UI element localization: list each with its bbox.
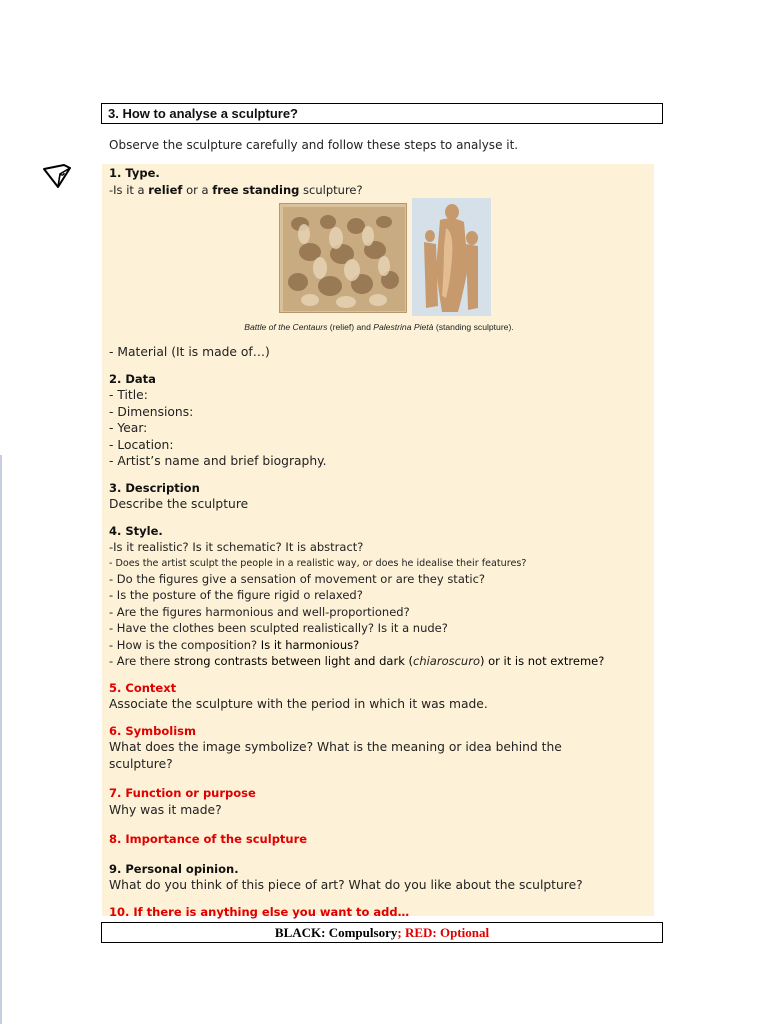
step-function (109, 785, 654, 818)
page-edge-line (0, 455, 2, 1024)
material-line: - Material (It is made of…) (109, 345, 270, 359)
term-relief: relief (148, 182, 183, 197)
palestrina-pieta-image (412, 198, 491, 316)
data-line-artist: - Artist’s name and brief biography. (109, 454, 327, 468)
data-line-year: - Year: (109, 421, 148, 435)
data-line-dimensions: - Dimensions: (109, 404, 194, 419)
text-fragment: ) or it is not extreme? (479, 654, 605, 668)
step-description-text: Describe the sculpture (109, 497, 249, 511)
text-fragment: - How is the composition? (109, 637, 261, 652)
sculpture-figure (109, 198, 649, 344)
pencil-note-icon (42, 163, 72, 189)
step-style-heading: 4. Style. (109, 523, 163, 538)
style-question: - Is the posture of the figure rigid o relaxed? (109, 588, 363, 602)
step-type (109, 165, 654, 198)
caption-title: Battle of the Centaurs (244, 322, 328, 332)
step-symbolism-text: What does the image symbolize? What is the meaning or idea behind the sculpture? (109, 740, 562, 771)
color-legend (101, 922, 663, 943)
data-line-location: - Location: (109, 437, 174, 452)
step-importance (109, 831, 654, 848)
step-description (109, 480, 654, 513)
data-line-title: - Title: (109, 388, 148, 402)
text-fragment: - Are there (109, 654, 174, 668)
step-symbolism-heading: 6. Symbolism (109, 723, 196, 738)
legend-optional: RED: Optional (401, 925, 490, 940)
step-data-heading: 2. Data (109, 371, 156, 386)
step-context-heading: 5. Context (109, 680, 177, 695)
figure-caption (109, 319, 649, 336)
text-fragment: or a (182, 182, 213, 197)
style-question: -Is it realistic? Is it schematic? It is abstract? (109, 540, 364, 554)
step-context (109, 680, 654, 713)
legend-separator: ; (397, 925, 402, 940)
style-question: - Are the figures harmonious and well-proportioned? (109, 604, 410, 619)
legend-compulsory: BLACK: Compulsory (274, 925, 398, 940)
term-free-standing: free standing (212, 182, 300, 197)
step-type-question (109, 182, 654, 199)
step-opinion (109, 861, 654, 894)
caption-title: Palestrina Pietà (373, 322, 434, 332)
step-importance-heading: 8. Importance of the sculpture (109, 832, 308, 846)
style-question: - Do the figures give a sensation of movement or are they static? (109, 571, 485, 586)
step-type-heading: 1. Type. (109, 166, 160, 180)
text-fragment: Is it harmonious? (260, 637, 360, 652)
step-extra-heading: 10. If there is anything else you want to add… (109, 904, 410, 919)
battle-of-centaurs-image (279, 203, 407, 313)
step-description-heading: 3. Description (109, 480, 200, 495)
step-data (109, 371, 654, 470)
text-fragment: strong contrasts between light and dark ( (173, 654, 413, 668)
step-function-heading: 7. Function or purpose (109, 786, 256, 800)
intro-text: Observe the sculpture carefully and follow these steps to analyse it. (109, 138, 519, 152)
step-extra (109, 904, 654, 921)
style-question (109, 637, 654, 654)
step-context-text: Associate the sculpture with the period in which it was made. (109, 697, 488, 711)
analysis-panel (102, 164, 654, 919)
term-chiaroscuro: chiaroscuro (413, 654, 480, 668)
step-opinion-text: What do you think of this piece of art? What do you like about the sculpture? (109, 878, 583, 892)
text-fragment: (standing sculpture). (433, 322, 514, 332)
style-question (109, 653, 654, 670)
section-heading: 3. How to analyse a sculpture? (101, 103, 663, 124)
text-fragment: (relief) and (327, 322, 374, 332)
style-question: - Does the artist sculpt the people in a realistic way, or does he idealise their features? (109, 557, 527, 569)
step-symbolism (109, 723, 654, 773)
text-fragment: -Is it a (109, 182, 149, 197)
step-style (109, 523, 654, 670)
step-opinion-heading: 9. Personal opinion. (109, 861, 239, 876)
text-fragment: sculpture? (299, 182, 363, 197)
style-question: - Have the clothes been sculpted realistically? Is it a nude? (109, 621, 448, 635)
step-function-text: Why was it made? (109, 802, 222, 817)
